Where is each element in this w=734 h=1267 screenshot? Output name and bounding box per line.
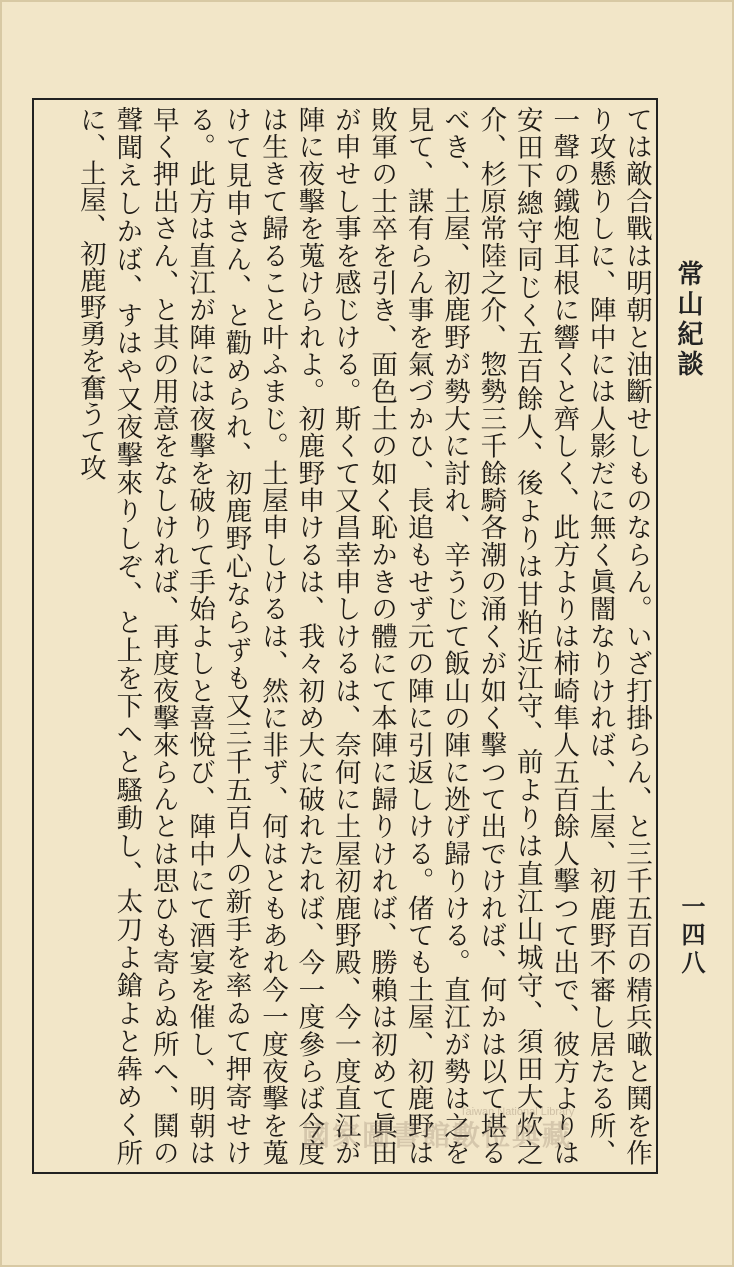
- text-frame: [32, 98, 658, 1174]
- vertical-body-text: [34, 106, 654, 1166]
- page-number: 一四八: [677, 894, 706, 978]
- library-watermark: 國家圖書館數位典藏: [302, 1119, 573, 1152]
- library-watermark-sub: Taiwan National Library: [460, 1106, 575, 1118]
- running-head: 常山紀談: [673, 260, 703, 380]
- body-paragraph: ては敵合戰は明朝と油斷せしものならん。いざ打掛らん、と三千五百の精兵噉と鬨を作り攻懸りしに、陣中には人影だに無く眞闇なりければ、土屋、初鹿野不審し居たる所、一聲の鐵炮耳根に響くと齊しく、此方よりは柿崎隼人五百餘人擊つて出で、彼方よりは安田下總守同じく五百餘人、後よりは甘粕近江守、前よりは直江山城守、須田大炊之介、杉原常陸之介、惣勢三千餘騎各潮の涌くが如く擊つて出でければ、何かは以て堪るべき、土屋、初鹿野が勢大に討れ、辛うじて飯山の陣に迯げ歸りける。直江が勢は之を見て、謀有らん事を氣づかひ、長追もせず元の陣に引返しける。偖ても土屋、初鹿野は敗軍の士卒を引き、面色土の如く恥かきの體にて本陣に歸りければ、勝賴は初めて眞田が申せし事を感じける。斯くて又昌幸申しけるは、奈何に土屋初鹿野殿、今一度直江が陣に夜擊を蒐けられよ。初鹿野申けるは、我々初め大に破れたれば、今一度參らば今度は生きて歸ること叶ふまじ。土屋申しけるは、然に非ず、何はともあれ今一度夜擊を蒐けて見申さん、と勸められ、初鹿野心ならずも又三千五百人の新手を率ゐて押寄せける。此方は直江が陣には夜擊を破りて手始よしと喜悅び、陣中にて酒宴を催し、明朝は早く押出さん、と其の用意をなしければ、再度夜擊來らんとは思ひも寄らぬ所へ、鬨の聲聞えしかば、すはや又夜擊來りしぞ、と上を下へと騷動し、太刀よ鎗よと犇めく所に、土屋、初鹿野勇を奮うて攻: [74, 106, 652, 1166]
